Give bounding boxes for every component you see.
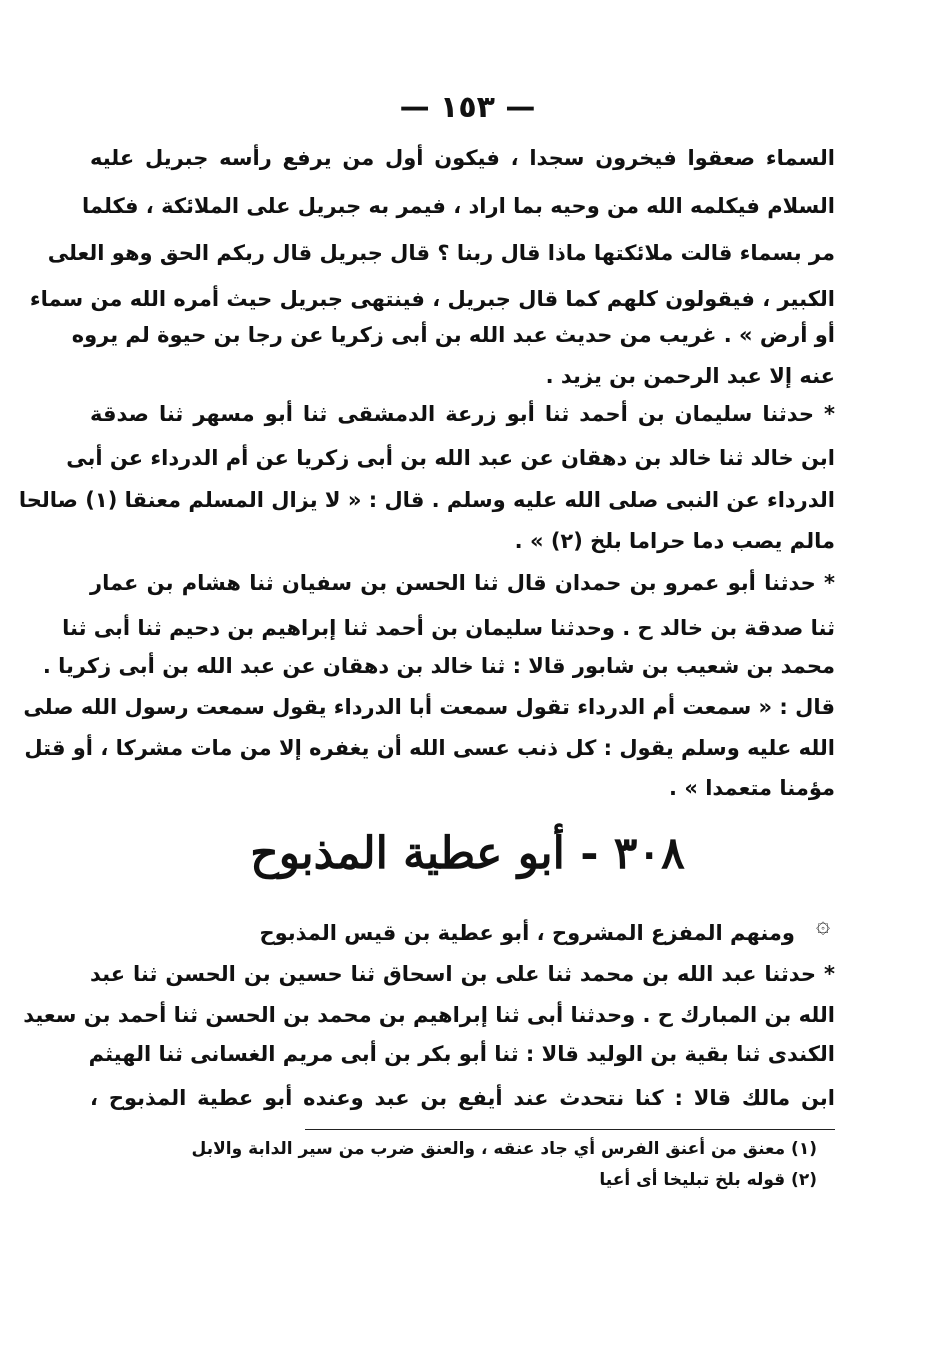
text-line: * حدثنا أبو عمرو بن حمدان قال ثنا الحسن بن سفيان ثنا هشام بن عمار <box>90 571 835 595</box>
text-line: السلام فيكلمه الله من وحيه بما اراد ، فيمر به جبريل على الملائكة ، فكلما <box>81 194 835 218</box>
page-number: — ١٥٣ — <box>399 90 536 125</box>
text-line: مالم يصب دما حراما بلخ (٢) » . <box>514 529 835 553</box>
footnote-divider <box>305 1129 835 1130</box>
text-line: محمد بن شعيب بن شابور قالا : ثنا خالد بن دهقان عن عبد الله بن أبى زكريا . <box>42 654 835 678</box>
text-line: الكبير ، فيقولون كلهم كما قال جبريل ، فينتهى جبريل حيث أمره الله من سماء <box>29 287 835 311</box>
text-line: قال : « سمعت أم الدرداء تقول سمعت أبا الدرداء يقول سمعت رسول الله صلى <box>23 695 835 719</box>
text-line: أو أرض » . غريب من حديث عبد الله بن أبى زكريا عن رجا بن حيوة لم يروه <box>71 323 835 347</box>
text-line: الله عليه وسلم يقول : كل ذنب عسى الله أن يغفره إلا من مات مشركا ، أو قتل <box>24 736 835 760</box>
text-line: السماء صعقوا فيخرون سجدا ، فيكون أول من يرفع رأسه جبريل عليه <box>90 146 835 170</box>
text-line: عنه إلا عبد الرحمن بن يزيد . <box>545 364 835 388</box>
text-line: مؤمنا متعمدا » . <box>669 776 835 800</box>
text-line: الدرداء عن النبى صلى الله عليه وسلم . قال : « لا يزال المسلم معنقا (١) صالحا <box>18 488 835 512</box>
text-line: ابن مالك قالا : كنا نتحدث عند أيفع بن عبد وعنده أبو عطية المذبوح ، <box>90 1086 835 1110</box>
footnote: (١) معنق من أعنق الفرس أي جاد عنقه ، والعنق ضرب من سير الدابة والابل <box>191 1139 817 1159</box>
text-line: مر بسماء قالت ملائكتها ماذا قال ربنا ؟ قال جبريل قال ربكم الحق وهو العلى <box>47 241 835 265</box>
text-line: الله بن المبارك ح . وحدثنا أبى ثنا إبراهيم بن محمد بن الحسن ثنا أحمد بن سعيد <box>23 1003 835 1027</box>
text-line: * حدثنا عبد الله بن محمد ثنا على بن اسحاق ثنا حسين بن الحسن ثنا عبد <box>90 962 835 986</box>
text-line: ثنا صدقة بن خالد ح . وحدثنا سليمان بن أحمد ثنا إبراهيم بن دحيم ثنا أبى ثنا <box>62 616 835 640</box>
text-line: * حدثنا سليمان بن أحمد ثنا أبو زرعة الدمشقى ثنا أبو مسهر ثنا صدقة <box>90 402 835 426</box>
footnote: (٢) قوله بلخ تبليخا أى أعيا <box>599 1170 817 1190</box>
intro-line: ومنهم المفزع المشروح ، أبو عطية بن قيس المذبوح <box>259 921 795 945</box>
text-line: ابن خالد ثنا خالد بن دهقان عن عبد الله بن أبى زكريا عن أم الدرداء عن أبى <box>66 446 835 470</box>
ornament-icon: ۞ <box>815 910 830 938</box>
section-heading: ٣٠٨ - أبو عطية المذبوح <box>250 828 685 879</box>
text-line: الكندى ثنا بقية بن الوليد قالا : ثنا أبو بكر بن أبى مريم الغسانى ثنا الهيثم <box>88 1042 835 1066</box>
